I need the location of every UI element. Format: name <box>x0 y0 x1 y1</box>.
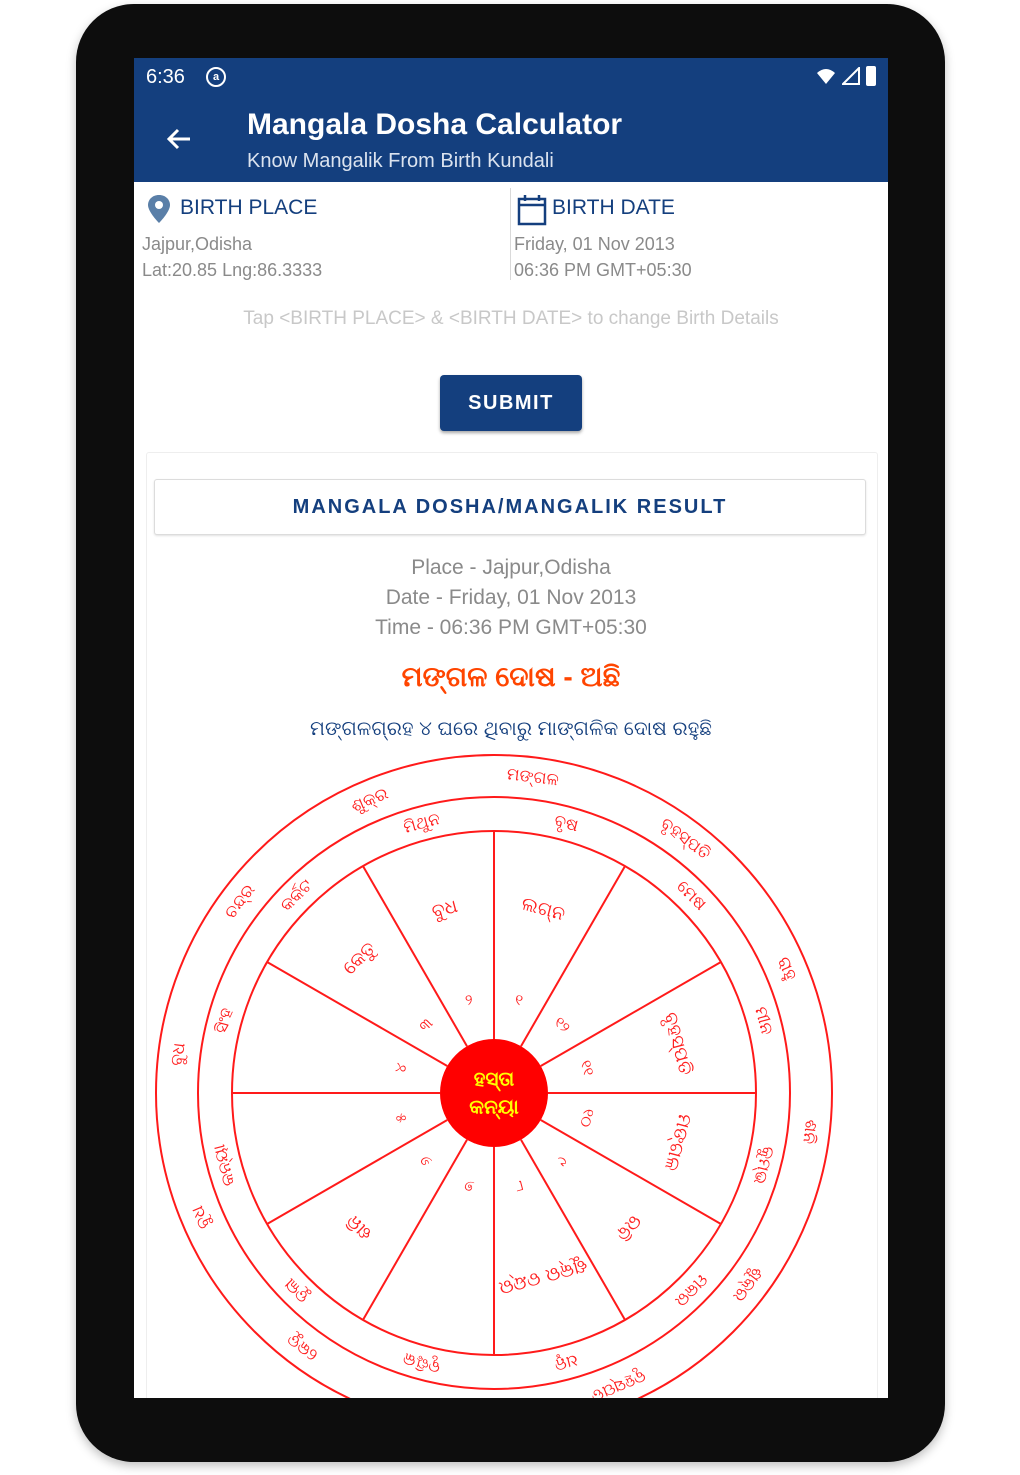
result-place: Place - Jajpur,Odisha <box>411 556 611 579</box>
calendar-icon <box>516 194 548 226</box>
house-number-label: ୧ <box>512 990 526 1010</box>
outer-planet-label: ଶନି <box>798 1118 822 1146</box>
rasi-label: କୁମ୍ଭ <box>748 1143 779 1187</box>
result-date: Date - Friday, 01 Nov 2013 <box>385 586 637 609</box>
signal-icon <box>842 67 860 85</box>
outer-planet-label: ମଙ୍ଗଳ <box>505 764 560 791</box>
outer-planet-label: ଚନ୍ଦ୍ର <box>220 880 260 923</box>
rasi-label: ମିଥୁନ <box>401 809 443 838</box>
house-spoke <box>363 1140 467 1320</box>
status-icons <box>816 66 876 86</box>
outer-planet-label <box>442 1397 469 1398</box>
house-planet-label: ଶୁକ୍ର ଚନ୍ଦ୍ର <box>496 1254 591 1300</box>
outer-planet-label: ବୃହସ୍ପତି <box>587 1365 649 1407</box>
outer-planet-label: ଶୁକ୍ର <box>728 1263 768 1306</box>
dosha-status: ମଙ୍ଗଳ ଦୋଷ - ଅଛି <box>401 661 621 692</box>
status-bar <box>134 58 888 96</box>
app-bar <box>134 96 888 182</box>
house-number-label: ୭ <box>462 1176 476 1197</box>
house-spoke <box>521 866 625 1046</box>
birth-place-value: Jajpur,Odisha <box>142 234 253 254</box>
birth-date-label: BIRTH DATE <box>552 196 675 219</box>
house-spoke <box>267 962 447 1066</box>
column-divider <box>510 188 511 280</box>
outer-planet-label: ବୁଧ <box>167 1041 190 1067</box>
submit-button[interactable]: SUBMIT <box>440 375 582 431</box>
rasi-label: କର୍କଟ <box>276 875 317 916</box>
arrow-left-icon[interactable] <box>164 124 194 154</box>
rasi-label: ମୀନ <box>750 1004 777 1037</box>
birth-place-coords: Lat:20.85 Lng:86.3333 <box>142 260 323 280</box>
rasi-label: ଧନୁ <box>552 1349 581 1376</box>
house-planet-label: କେତୁ <box>338 937 381 980</box>
app-screen <box>134 58 888 1407</box>
house-number-label: ୮ <box>512 1176 526 1196</box>
dosha-reason: ମଙ୍ଗଳଗ୍ରହ ୪ ଘରେ ଥିବାରୁ ମାଙ୍ଗଳିକ ଦୋଷ ରହୁଛି <box>310 718 712 740</box>
outer-planet-label: ରାହୁ <box>772 954 801 984</box>
battery-icon <box>866 66 876 86</box>
center-circle <box>440 1039 548 1147</box>
outer-planet-label: କେତୁ <box>283 1328 322 1365</box>
rasi-label: ସିଂହ <box>211 1005 238 1036</box>
result-time: Time - 06:36 PM GMT+05:30 <box>375 616 647 639</box>
rasi-label: ବୃଷ <box>551 810 581 837</box>
app-title: Mangala Dosha Calculator <box>247 108 623 141</box>
house-planet-label: ବୁଧ <box>429 895 461 923</box>
kundali-chart <box>134 738 888 1407</box>
house-spoke <box>541 1120 721 1224</box>
location-pin-icon <box>146 194 172 224</box>
birth-time-value: 06:36 PM GMT+05:30 <box>514 260 692 280</box>
house-planet-label: ମଙ୍ଗଳ <box>659 1111 697 1174</box>
house-number-label: ୧୨ <box>550 1012 575 1037</box>
house-number-label: ୧୦ <box>576 1106 599 1130</box>
rasi-label: ମେଷ <box>672 876 711 915</box>
wifi-icon <box>816 67 836 85</box>
house-number-label: ୨ <box>463 990 475 1010</box>
notification-icon: a <box>206 67 226 87</box>
house-planet-label: ବୃହସ୍ପତି <box>659 1009 697 1078</box>
rasi-label: ତୁଳା <box>280 1273 314 1307</box>
house-number-label: ୯ <box>553 1152 572 1171</box>
nakshatra-label: ହସ୍ତା <box>473 1066 515 1091</box>
house-number-label: ୬ <box>416 1151 436 1171</box>
house-number-label: ୩ <box>415 1014 437 1036</box>
outer-planet-label: ଶୁକ୍ର <box>348 783 392 817</box>
app-subtitle: Know Mangalik From Birth Kundali <box>247 150 554 172</box>
house-number-label: ୪ <box>390 1061 411 1076</box>
rasi-label: କନ୍ୟା <box>209 1142 240 1189</box>
rasi-label: ମକର <box>670 1269 712 1311</box>
outer-planet-label: ବୃହସ୍ପତି <box>656 813 715 865</box>
rasi-label: ବୃଶ୍ଚିକ <box>400 1347 443 1378</box>
house-spoke <box>363 866 467 1046</box>
birth-place-label: BIRTH PLACE <box>180 196 318 219</box>
birth-place-section[interactable] <box>134 194 510 284</box>
house-planet-label: ଲଗ୍ନ <box>519 892 568 926</box>
result-header: MANGALA DOSHA/MANGALIK RESULT <box>154 479 866 535</box>
outer-planet-label: ବୁଧ <box>187 1202 215 1232</box>
house-spoke <box>541 962 721 1066</box>
house-spoke <box>521 1140 625 1320</box>
birth-date-value: Friday, 01 Nov 2013 <box>514 234 675 254</box>
house-planet-label: ଶନି <box>341 1210 377 1246</box>
status-time: 6:36 <box>146 66 185 88</box>
rasi-center-label: କନ୍ୟା <box>469 1094 519 1119</box>
house-spoke <box>267 1120 447 1224</box>
house-planet-label: ରବି <box>611 1210 647 1246</box>
change-details-hint: Tap <BIRTH PLACE> & <BIRTH DATE> to change Birth Details <box>243 308 779 329</box>
house-number-label: ୧୧ <box>576 1058 598 1078</box>
house-number-label: ୫ <box>390 1111 411 1125</box>
